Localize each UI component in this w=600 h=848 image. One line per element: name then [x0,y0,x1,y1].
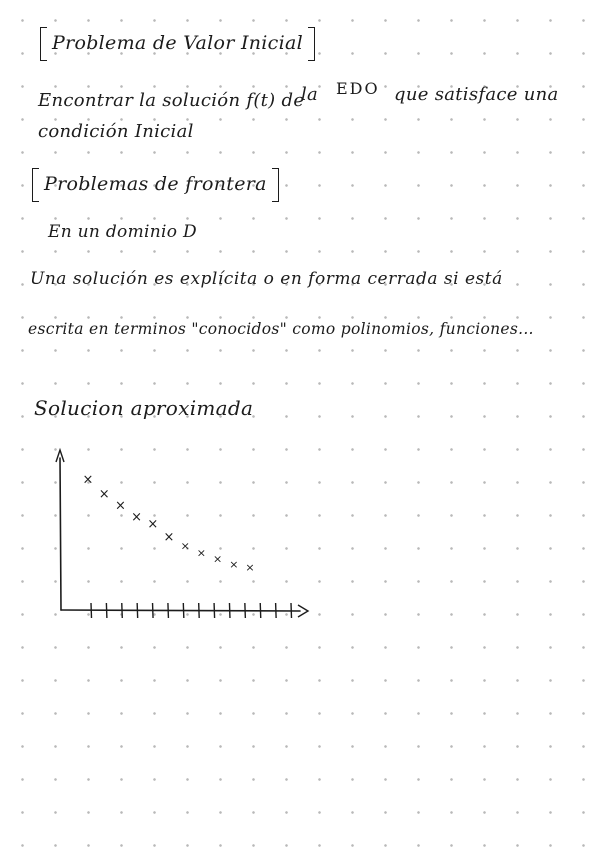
heading-text: Problemas de frontera [44,173,267,195]
x-axis-tick [91,603,92,618]
data-point-mark: × [229,558,239,572]
text-line-5: escrita en terminos "conocidos" como polinomios, funciones... [28,320,534,338]
data-point-mark: × [245,561,255,574]
text-line-1c: EDO [336,79,380,98]
y-axis [60,458,61,610]
heading-text: Problema de Valor Inicial [52,32,304,54]
heading-approximate-solution: Solucion aproximada [34,396,254,420]
text-line-1b: la [301,84,319,105]
data-point-mark: × [180,539,190,553]
data-point-mark: × [196,546,207,560]
x-axis-tick [168,603,169,618]
x-axis-tick [245,603,246,618]
text-line-3: En un dominio D [48,222,197,242]
x-axis-tick [183,603,184,618]
x-axis-tick [276,603,277,618]
data-point-mark: × [163,530,175,546]
text-line-2: condición Inicial [38,121,194,142]
data-point-mark: × [147,517,159,533]
x-axis-tick [199,603,200,618]
text-line-1d: que satisface una [394,84,559,105]
x-axis-tick [214,603,215,618]
data-point-mark: × [212,552,223,566]
x-axis-tick [229,603,230,618]
text-line-4: Una solución es explícita o en forma cerrada si está [30,269,503,289]
x-axis [61,610,300,611]
x-axis-tick [122,603,123,618]
x-axis-tick [153,603,154,618]
x-axis-tick [137,603,138,618]
data-point-mark: × [114,498,126,514]
x-axis-tick [260,603,261,618]
x-axis-tick [291,603,292,618]
data-point-mark: × [98,486,110,502]
x-axis-tick [106,603,107,618]
text-line-1a: Encontrar la solución f(t) de [38,90,305,111]
data-point-mark: × [82,472,94,488]
data-point-mark: × [131,510,143,526]
